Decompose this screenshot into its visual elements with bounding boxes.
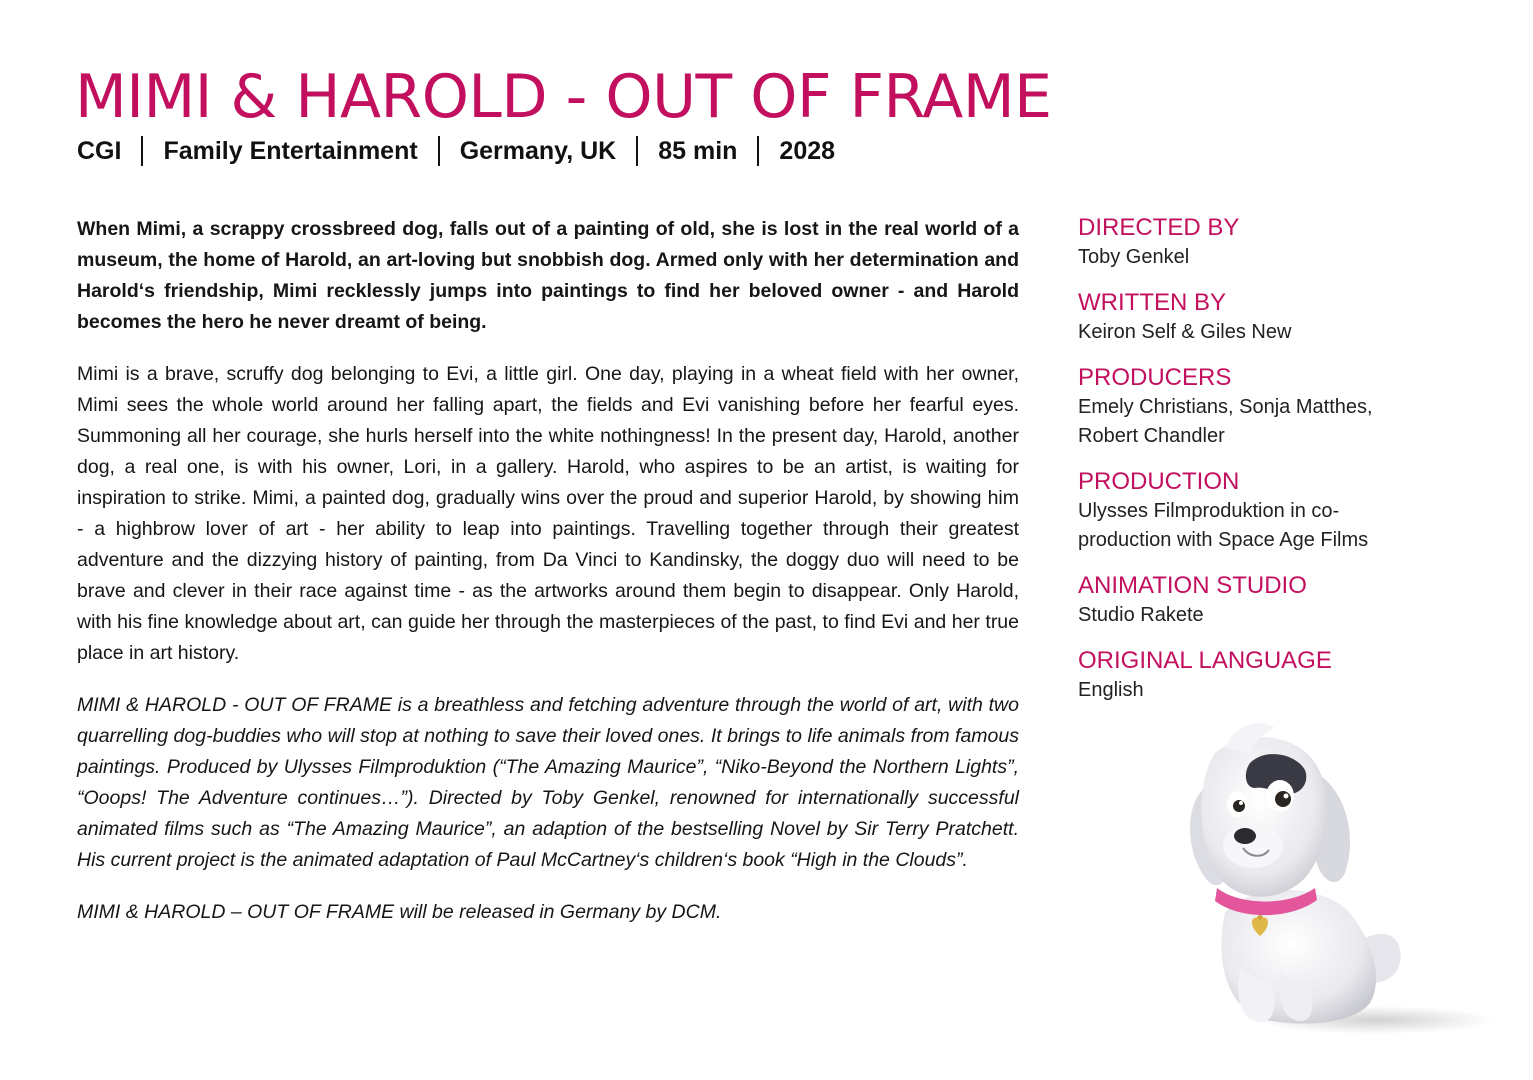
- credit-value: Emely Christians, Sonja Matthes, Robert Chandler: [1078, 396, 1373, 447]
- credits-column: [1078, 213, 1398, 721]
- credit-animation-studio: [1078, 571, 1398, 630]
- credit-heading: PRODUCERS: [1078, 364, 1232, 391]
- meta-separator: [438, 136, 440, 166]
- credit-heading: PRODUCTION: [1078, 468, 1240, 495]
- credit-directed-by: [1078, 213, 1398, 272]
- credit-heading: DIRECTED BY: [1078, 214, 1240, 241]
- credit-heading: ORIGINAL LANGUAGE: [1078, 647, 1332, 674]
- meta-format: CGI: [77, 136, 122, 165]
- credit-original-language: [1078, 646, 1398, 705]
- meta-separator: [636, 136, 638, 166]
- meta-country: Germany, UK: [459, 136, 617, 165]
- synopsis-column: [77, 214, 1019, 949]
- dog-character-illustration: [1155, 708, 1495, 1038]
- credit-production: [1078, 467, 1398, 555]
- meta-runtime: 85 min: [658, 136, 738, 165]
- credit-heading: ANIMATION STUDIO: [1078, 572, 1307, 599]
- synopsis-pitch: MIMI & HAROLD - OUT OF FRAME is a breathless and fetching adventure through the world of art, with two quarrelling dog-buddies who will stop at nothing to save their loved ones. It brings to life animals from famous paintings. Produced by Ulysses Filmproduktion (“The Amazing Maurice”, “Niko-Beyond the Northern Lights”, “Ooops! The Adventure continues…”). Directed by Toby Genkel, renowned for internationally successful animated films such as “The Amazing Maurice”, an adaption of the bestselling Novel by Sir Terry Pratchett. His current project is the animated adaptation of Paul McCartney‘s children‘s book “High in the Clouds”.: [77, 694, 1019, 871]
- meta-genre: Family Entertainment: [163, 136, 418, 165]
- meta-year: 2028: [779, 136, 836, 165]
- release-note: MIMI & HAROLD – OUT OF FRAME will be released in Germany by DCM.: [77, 901, 722, 923]
- credit-value: Toby Genkel: [1078, 246, 1190, 268]
- meta-separator: [757, 136, 759, 166]
- synopsis-intro: When Mimi, a scrappy crossbreed dog, falls out of a painting of old, she is lost in the real world of a museum, the home of Harold, an art-loving but snobbish dog. Armed only with her determination and Harold‘s friendship, Mimi recklessly jumps into paintings to find her beloved owner - and Harold becomes the hero he never dreamt of being.: [77, 218, 1019, 333]
- credit-written-by: [1078, 288, 1398, 347]
- film-title: MIMI & HAROLD - OUT OF FRAME: [75, 62, 1052, 132]
- credit-value: English: [1078, 679, 1144, 701]
- meta-separator: [141, 136, 143, 166]
- film-meta-line: [77, 133, 835, 169]
- credit-value: Ulysses Filmproduktion in co-production with Space Age Films: [1078, 500, 1369, 551]
- credit-producers: [1078, 363, 1398, 451]
- credit-heading: WRITTEN BY: [1078, 289, 1226, 316]
- credit-value: Studio Rakete: [1078, 604, 1204, 626]
- synopsis-story: Mimi is a brave, scruffy dog belonging to Evi, a little girl. One day, playing in a wheat field with her owner, Mimi sees the whole world around her falling apart, the fields and Evi vanishing before her fearful eyes. Summoning all her courage, she hurls herself into the white nothingness! In the present day, Harold, another dog, a real one, is with his owner, Lori, in a gallery. Harold, who aspires to be an artist, is waiting for inspiration to strike. Mimi, a painted dog, gradually wins over the proud and superior Harold, by showing him - a highbrow lover of art - her ability to leap into paintings. Travelling together through their greatest adventure and the dizzying history of painting, from Da Vinci to Kandinsky, the doggy duo will need to be brave and clever in their race against time - as the artworks around them begin to disappear. Only Harold, with his fine knowledge about art, can guide her through the masterpieces of the past, to find Evi and her true place in art history.: [77, 363, 1019, 664]
- credit-value: Keiron Self & Giles New: [1078, 321, 1292, 343]
